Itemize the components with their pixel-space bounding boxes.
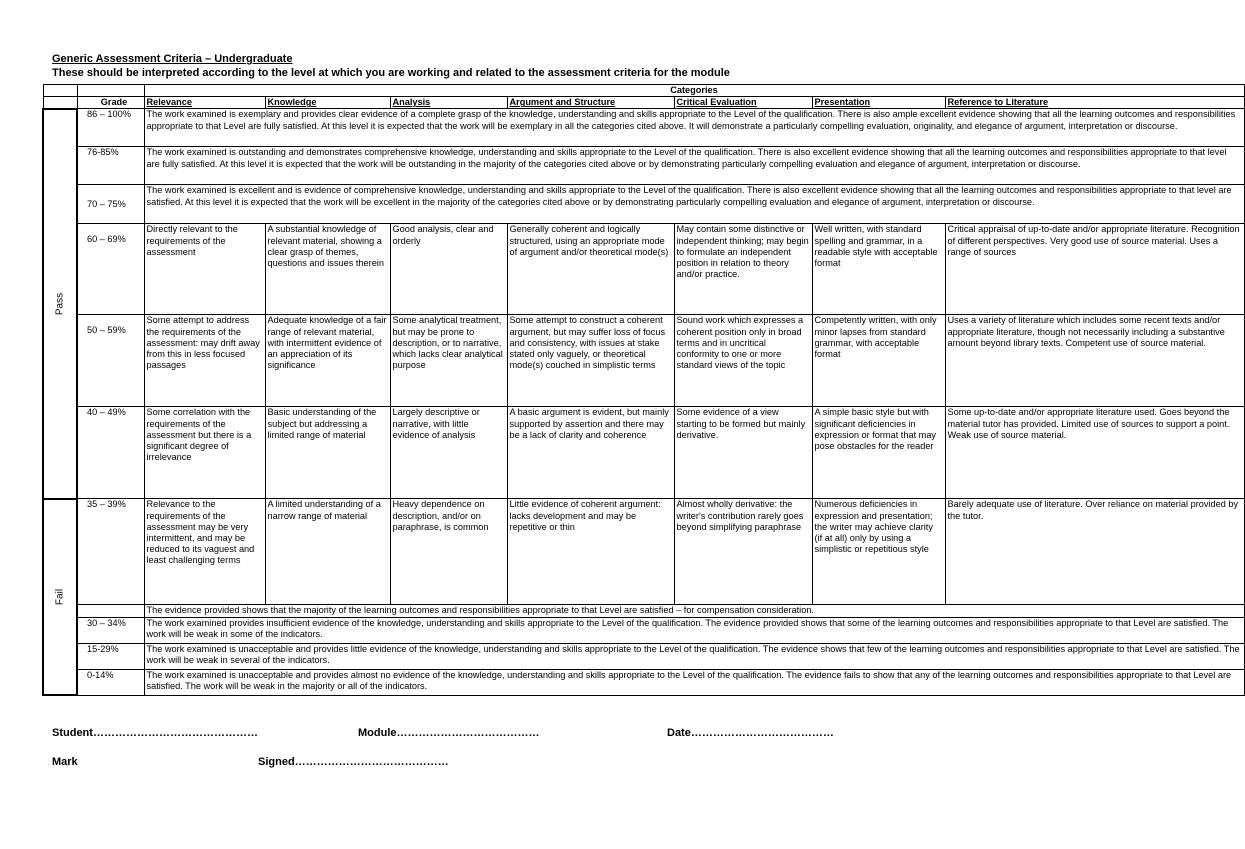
criteria-text: The work examined is unacceptable and provides almost no evidence of the knowledge, understanding and skills appropriate to the Level of the qualification. The evidence fails to show that any of the learning outcomes and responsibilities appropriate to that Level are satisfied. The work will be weak in the majority or all of the indicators. [144,669,1244,695]
col-argument-structure: Argument and Structure [507,97,674,109]
argument-cell: A basic argument is evident, but mainly supported by assertion and there may be a lack of clarity and coherence [507,407,674,499]
table-row [43,224,1244,315]
presentation-cell: Numerous deficiencies in expression and presentation; the writer may achieve clarity (if at all) only by using a simplistic or repetitious style [812,499,945,605]
argument-cell: Some attempt to construct a coherent argument, but may suffer loss of focus and consistency, with issues at stake stated only vaguely, or theoretical mode(s) couched in simplistic terms [507,315,674,407]
evaluation-cell: Almost wholly derivative: the writer's contribution rarely goes beyond simplifying paraphrase [674,499,812,605]
page-subtitle: These should be interpreted according to the level at which you are working and related to the assessment criteria for the module [52,67,730,79]
relevance-cell: Directly relevant to the requirements of the assessment [144,224,265,315]
mark-field[interactable]: Mark [52,756,78,768]
grade-cell: 40 – 49% [77,407,144,499]
relevance-cell: Some correlation with the requirements of the assessment but there is a significant degree of irrelevance [144,407,265,499]
criteria-text: The work examined is outstanding and demonstrates comprehensive knowledge, understanding and skills appropriate to the Level of the qualification. There is also excellent evidence showing that all the learning outcomes and responsibilities appropriate to that level are fully satisfied. At this level it is expected that the work will be outstanding in the majority of the categories cited above or by demonstrating particularly compelling evaluation and elegance of argument, interpretation or discourse. [144,147,1244,185]
criteria-text: The work examined is excellent and is evidence of comprehensive knowledge, understanding and skills appropriate to the Level of the qualification. There is also excellent evidence showing that all the learning outcomes and responsibilities appropriate to that level are satisfied. At this level it is expected that the work will be excellent in the majority of the categories cited above or by demonstrating particularly compelling evaluation and elegance of argument, interpretation or discourse. [144,185,1244,224]
column-header-row [43,97,1244,109]
pass-section-label: Pass [43,109,77,499]
evaluation-cell: Sound work which expresses a coherent position only in broad terms and in uncritical conformity to one or more standard views of the topic [674,315,812,407]
knowledge-cell: Basic understanding of the subject but addressing a limited range of material [265,407,390,499]
table-row [43,499,1244,605]
relevance-cell: Relevance to the requirements of the assessment may be very intermittent, and may be reduced to its vaguest and least challenging terms [144,499,265,605]
compensation-text: The evidence provided shows that the majority of the learning outcomes and responsibilities appropriate to that Level are satisfied – for compensation consideration. [144,605,1244,617]
student-field[interactable]: Student……………………………………… [52,727,258,739]
grade-cell: 60 – 69% [77,224,144,315]
table-row [43,617,1244,643]
grade-cell: 0-14% [77,669,144,695]
col-presentation: Presentation [812,97,945,109]
date-field[interactable]: Date………………………………… [667,727,834,739]
col-knowledge: Knowledge [265,97,390,109]
argument-cell: Little evidence of coherent argument: lacks development and may be repetitive or thin [507,499,674,605]
table-row [43,315,1244,407]
grade-cell: 70 – 75% [77,185,144,224]
knowledge-cell: A limited understanding of a narrow range of material [265,499,390,605]
table-row [43,185,1244,224]
col-critical-evaluation: Critical Evaluation [674,97,812,109]
categories-heading: Categories [144,85,1244,97]
literature-cell: Uses a variety of literature which includes some recent texts and/or appropriate literature, though not necessarily including a substantive amount beyond library texts. Competent use of source material. [945,315,1244,407]
grade-cell: 86 – 100% [77,109,144,147]
table-row [43,643,1244,669]
evaluation-cell: Some evidence of a view starting to be formed but mainly derivative. [674,407,812,499]
page-title: Generic Assessment Criteria – Undergraduate [52,53,293,65]
evaluation-cell: May contain some distinctive or independent thinking; may begin to formulate an independent position in relation to theory and/or practice. [674,224,812,315]
analysis-cell: Some analytical treatment, but may be prone to description, or to narrative, which lacks clear analytical purpose [390,315,507,407]
knowledge-cell: A substantial knowledge of relevant material, showing a clear grasp of themes, questions and issues therein [265,224,390,315]
table-row [43,605,1244,617]
module-field[interactable]: Module………………………………… [358,727,540,739]
grade-cell: 30 – 34% [77,617,144,643]
grade-cell: 35 – 39% [77,499,144,605]
grade-cell: 76-85% [77,147,144,185]
fail-section-label: Fail [43,499,77,695]
criteria-text: The work examined provides insufficient evidence of the knowledge, understanding and skills appropriate to the Level of the qualification. The evidence provided shows that some of the learning outcomes and responsibilities appropriate to that Level are satisfied. The work will be weak in some of the indicators. [144,617,1244,643]
analysis-cell: Largely descriptive or narrative, with little evidence of analysis [390,407,507,499]
col-analysis: Analysis [390,97,507,109]
presentation-cell: A simple basic style but with significant deficiencies in expression or format that may pose obstacles for the reader [812,407,945,499]
assessment-criteria-table [42,84,1245,696]
literature-cell: Some up-to-date and/or appropriate literature used. Goes beyond the material tutor has provided. Limited use of sources to support a point. Weak use of source material. [945,407,1244,499]
literature-cell: Barely adequate use of literature. Over reliance on material provided by the tutor. [945,499,1244,605]
analysis-cell: Good analysis, clear and orderly [390,224,507,315]
relevance-cell: Some attempt to address the requirements of the assessment: may drift away from this in less focused passages [144,315,265,407]
presentation-cell: Well written, with standard spelling and grammar, in a readable style with acceptable format [812,224,945,315]
categories-row [43,85,1244,97]
col-grade: Grade [77,97,144,109]
table-row [43,669,1244,695]
table-row [43,147,1244,185]
grade-cell: 50 – 59% [77,315,144,407]
criteria-text: The work examined is exemplary and provides clear evidence of a complete grasp of the knowledge, understanding and skills appropriate to the Level of the qualification. There is also ample excellent evidence showing that all the learning outcomes and responsibilities appropriate to that Level are fully satisfied. At this level it is expected that the work will be exemplary in all the categories cited above. It will demonstrate a particularly compelling evaluation, originality, and elegance of argument, interpretation or discourse. [144,109,1244,147]
signed-field[interactable]: Signed…………………………………… [258,756,449,768]
argument-cell: Generally coherent and logically structured, using an appropriate mode of argument and/or theoretical mode(s) [507,224,674,315]
criteria-text: The work examined is unacceptable and provides little evidence of the knowledge, understanding and skills appropriate to the Level of the qualification. The evidence shows that few of the learning outcomes and responsibilities appropriate to that Level are satisfied. The work will be weak in several of the indicators. [144,643,1244,669]
presentation-cell: Competently written, with only minor lapses from standard grammar, with acceptable format [812,315,945,407]
literature-cell: Critical appraisal of up-to-date and/or appropriate literature. Recognition of different perspectives. Very good use of source material. Uses a range of sources [945,224,1244,315]
table-row [43,109,1244,147]
knowledge-cell: Adequate knowledge of a fair range of relevant material, with intermittent evidence of an appreciation of its significance [265,315,390,407]
col-reference-literature: Reference to Literature [945,97,1244,109]
analysis-cell: Heavy dependence on description, and/or on paraphrase, is common [390,499,507,605]
grade-cell: 15-29% [77,643,144,669]
table-row [43,407,1244,499]
col-relevance: Relevance [144,97,265,109]
